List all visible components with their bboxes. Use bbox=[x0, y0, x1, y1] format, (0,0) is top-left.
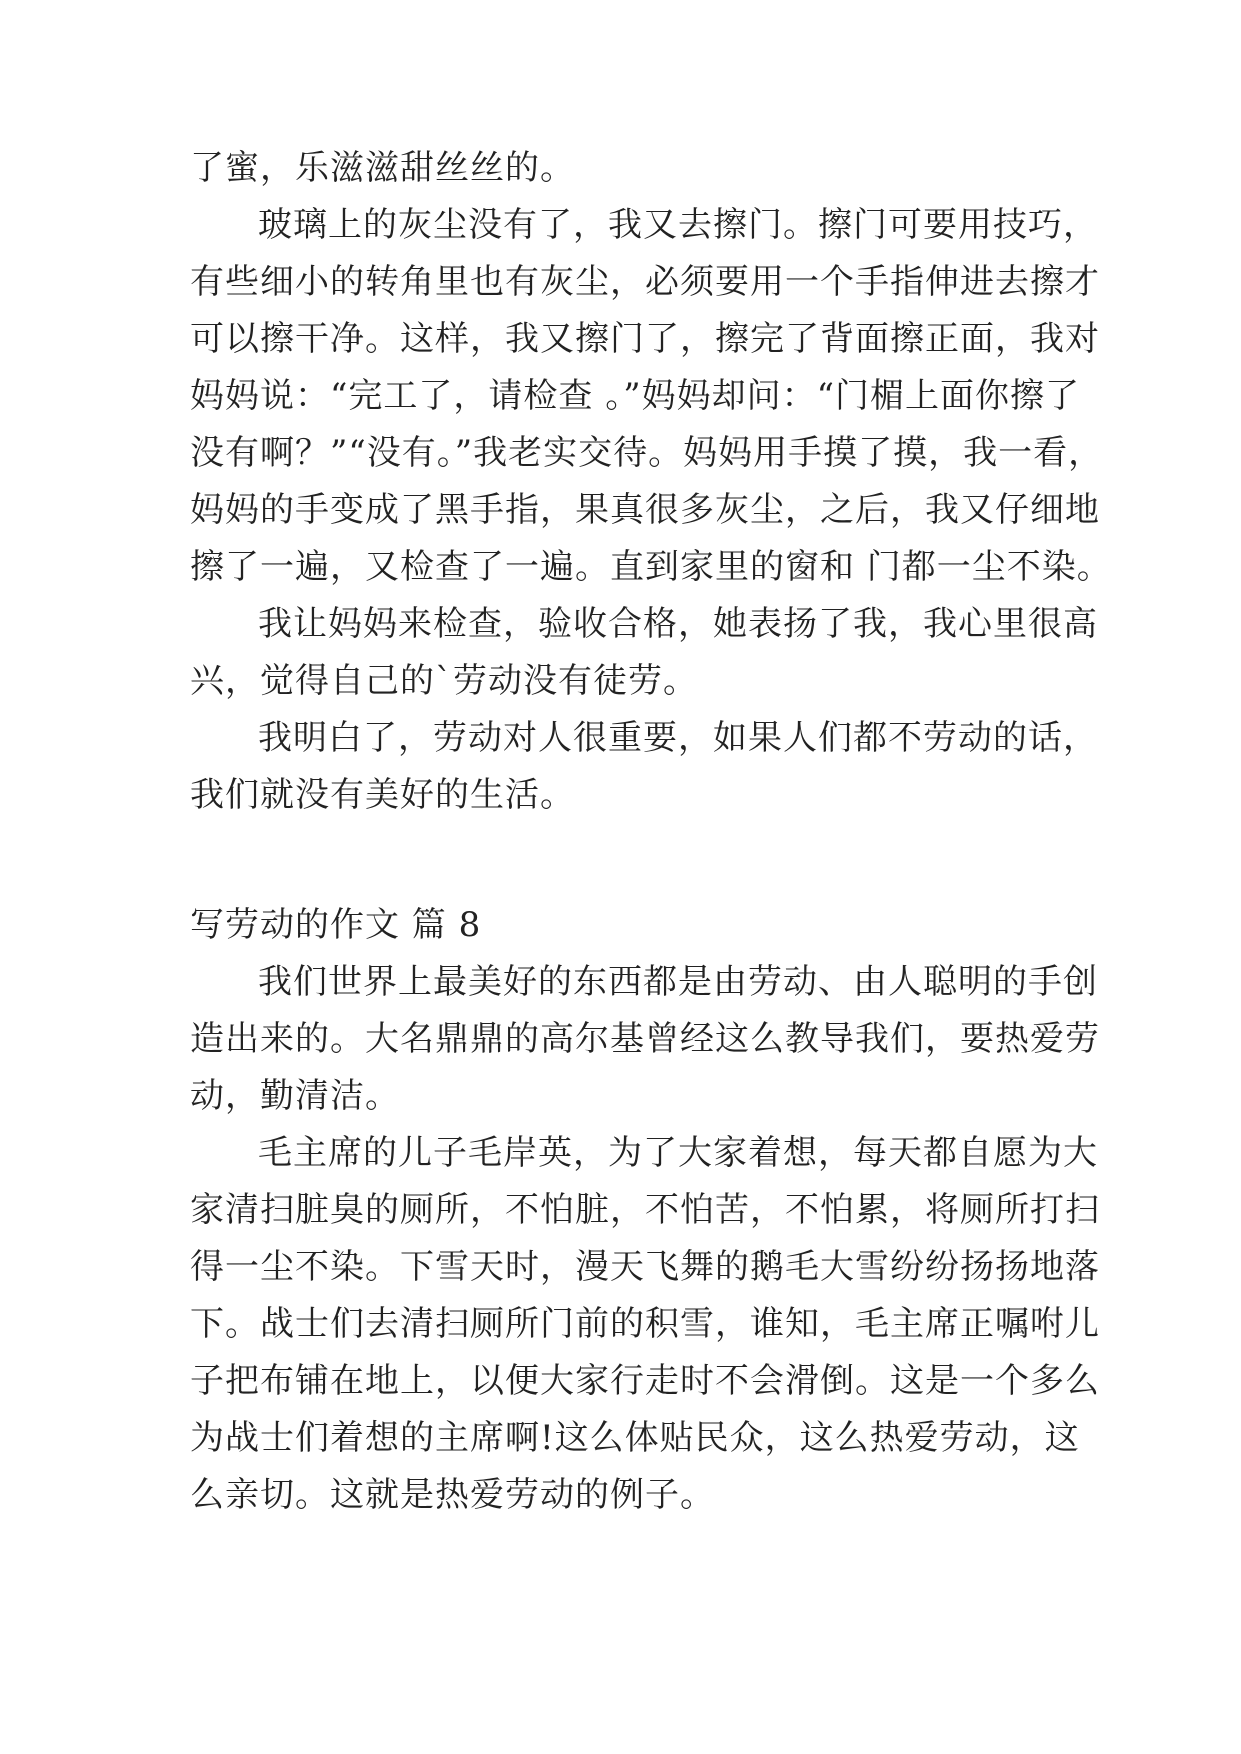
paragraph-line: 我让妈妈来检查，验收合格，她表扬了我，我心里很高 bbox=[258, 604, 1098, 644]
paragraph-line: 么亲切。这就是热爱劳动的例子。 bbox=[190, 1475, 715, 1515]
paragraph-line: 得一尘不染。下雪天时，漫天飞舞的鹅毛大雪纷纷扬扬地落 bbox=[190, 1247, 1100, 1287]
paragraph-line: 擦了一遍，又检查了一遍。直到家里的窗和 门都一尘不染。 bbox=[190, 547, 1112, 587]
paragraph-line: 下。战士们去清扫厕所门前的积雪，谁知，毛主席正嘱咐儿 bbox=[190, 1304, 1100, 1344]
paragraph-line: 家清扫脏臭的厕所，不怕脏，不怕苦，不怕累，将厕所打扫 bbox=[190, 1190, 1100, 1230]
paragraph-line: 我们世界上最美好的东西都是由劳动、由人聪明的手创 bbox=[258, 962, 1098, 1002]
paragraph-line: 毛主席的儿子毛岸英，为了大家着想，每天都自愿为大 bbox=[258, 1133, 1098, 1173]
paragraph-line: 可以擦干净。这样，我又擦门了，擦完了背面擦正面，我对 bbox=[190, 319, 1100, 359]
paragraph-line: 没有啊？”“没有。”我老实交待。妈妈用手摸了摸，我一看， bbox=[190, 433, 1104, 473]
paragraph-line: 我们就没有美好的生活。 bbox=[190, 775, 575, 815]
paragraph-line: 玻璃上的灰尘没有了，我又去擦门。擦门可要用技巧， bbox=[258, 205, 1098, 245]
paragraph-line: 为战士们着想的主席啊!这么体贴民众，这么热爱劳动，这 bbox=[190, 1418, 1080, 1458]
paragraph-line: 有些细小的转角里也有灰尘，必须要用一个手指伸进去擦才 bbox=[190, 262, 1100, 302]
paragraph-line: 妈妈说：“完工了，请检查 。”妈妈却问：“门楣上面你擦了 bbox=[190, 376, 1080, 416]
paragraph-line: 我明白了，劳动对人很重要，如果人们都不劳动的话， bbox=[258, 718, 1098, 758]
paragraph-line: 造出来的。大名鼎鼎的高尔基曾经这么教导我们，要热爱劳 bbox=[190, 1019, 1100, 1059]
paragraph-line: 了蜜，乐滋滋甜丝丝的。 bbox=[190, 148, 575, 188]
section-heading: 写劳动的作文 篇 8 bbox=[190, 905, 482, 945]
paragraph-line: 兴，觉得自己的`劳动没有徒劳。 bbox=[190, 661, 698, 701]
paragraph-line: 妈妈的手变成了黑手指，果真很多灰尘，之后，我又仔细地 bbox=[190, 490, 1100, 530]
paragraph-line: 子把布铺在地上，以便大家行走时不会滑倒。这是一个多么 bbox=[190, 1361, 1100, 1401]
paragraph-line: 动，勤清洁。 bbox=[190, 1076, 400, 1116]
